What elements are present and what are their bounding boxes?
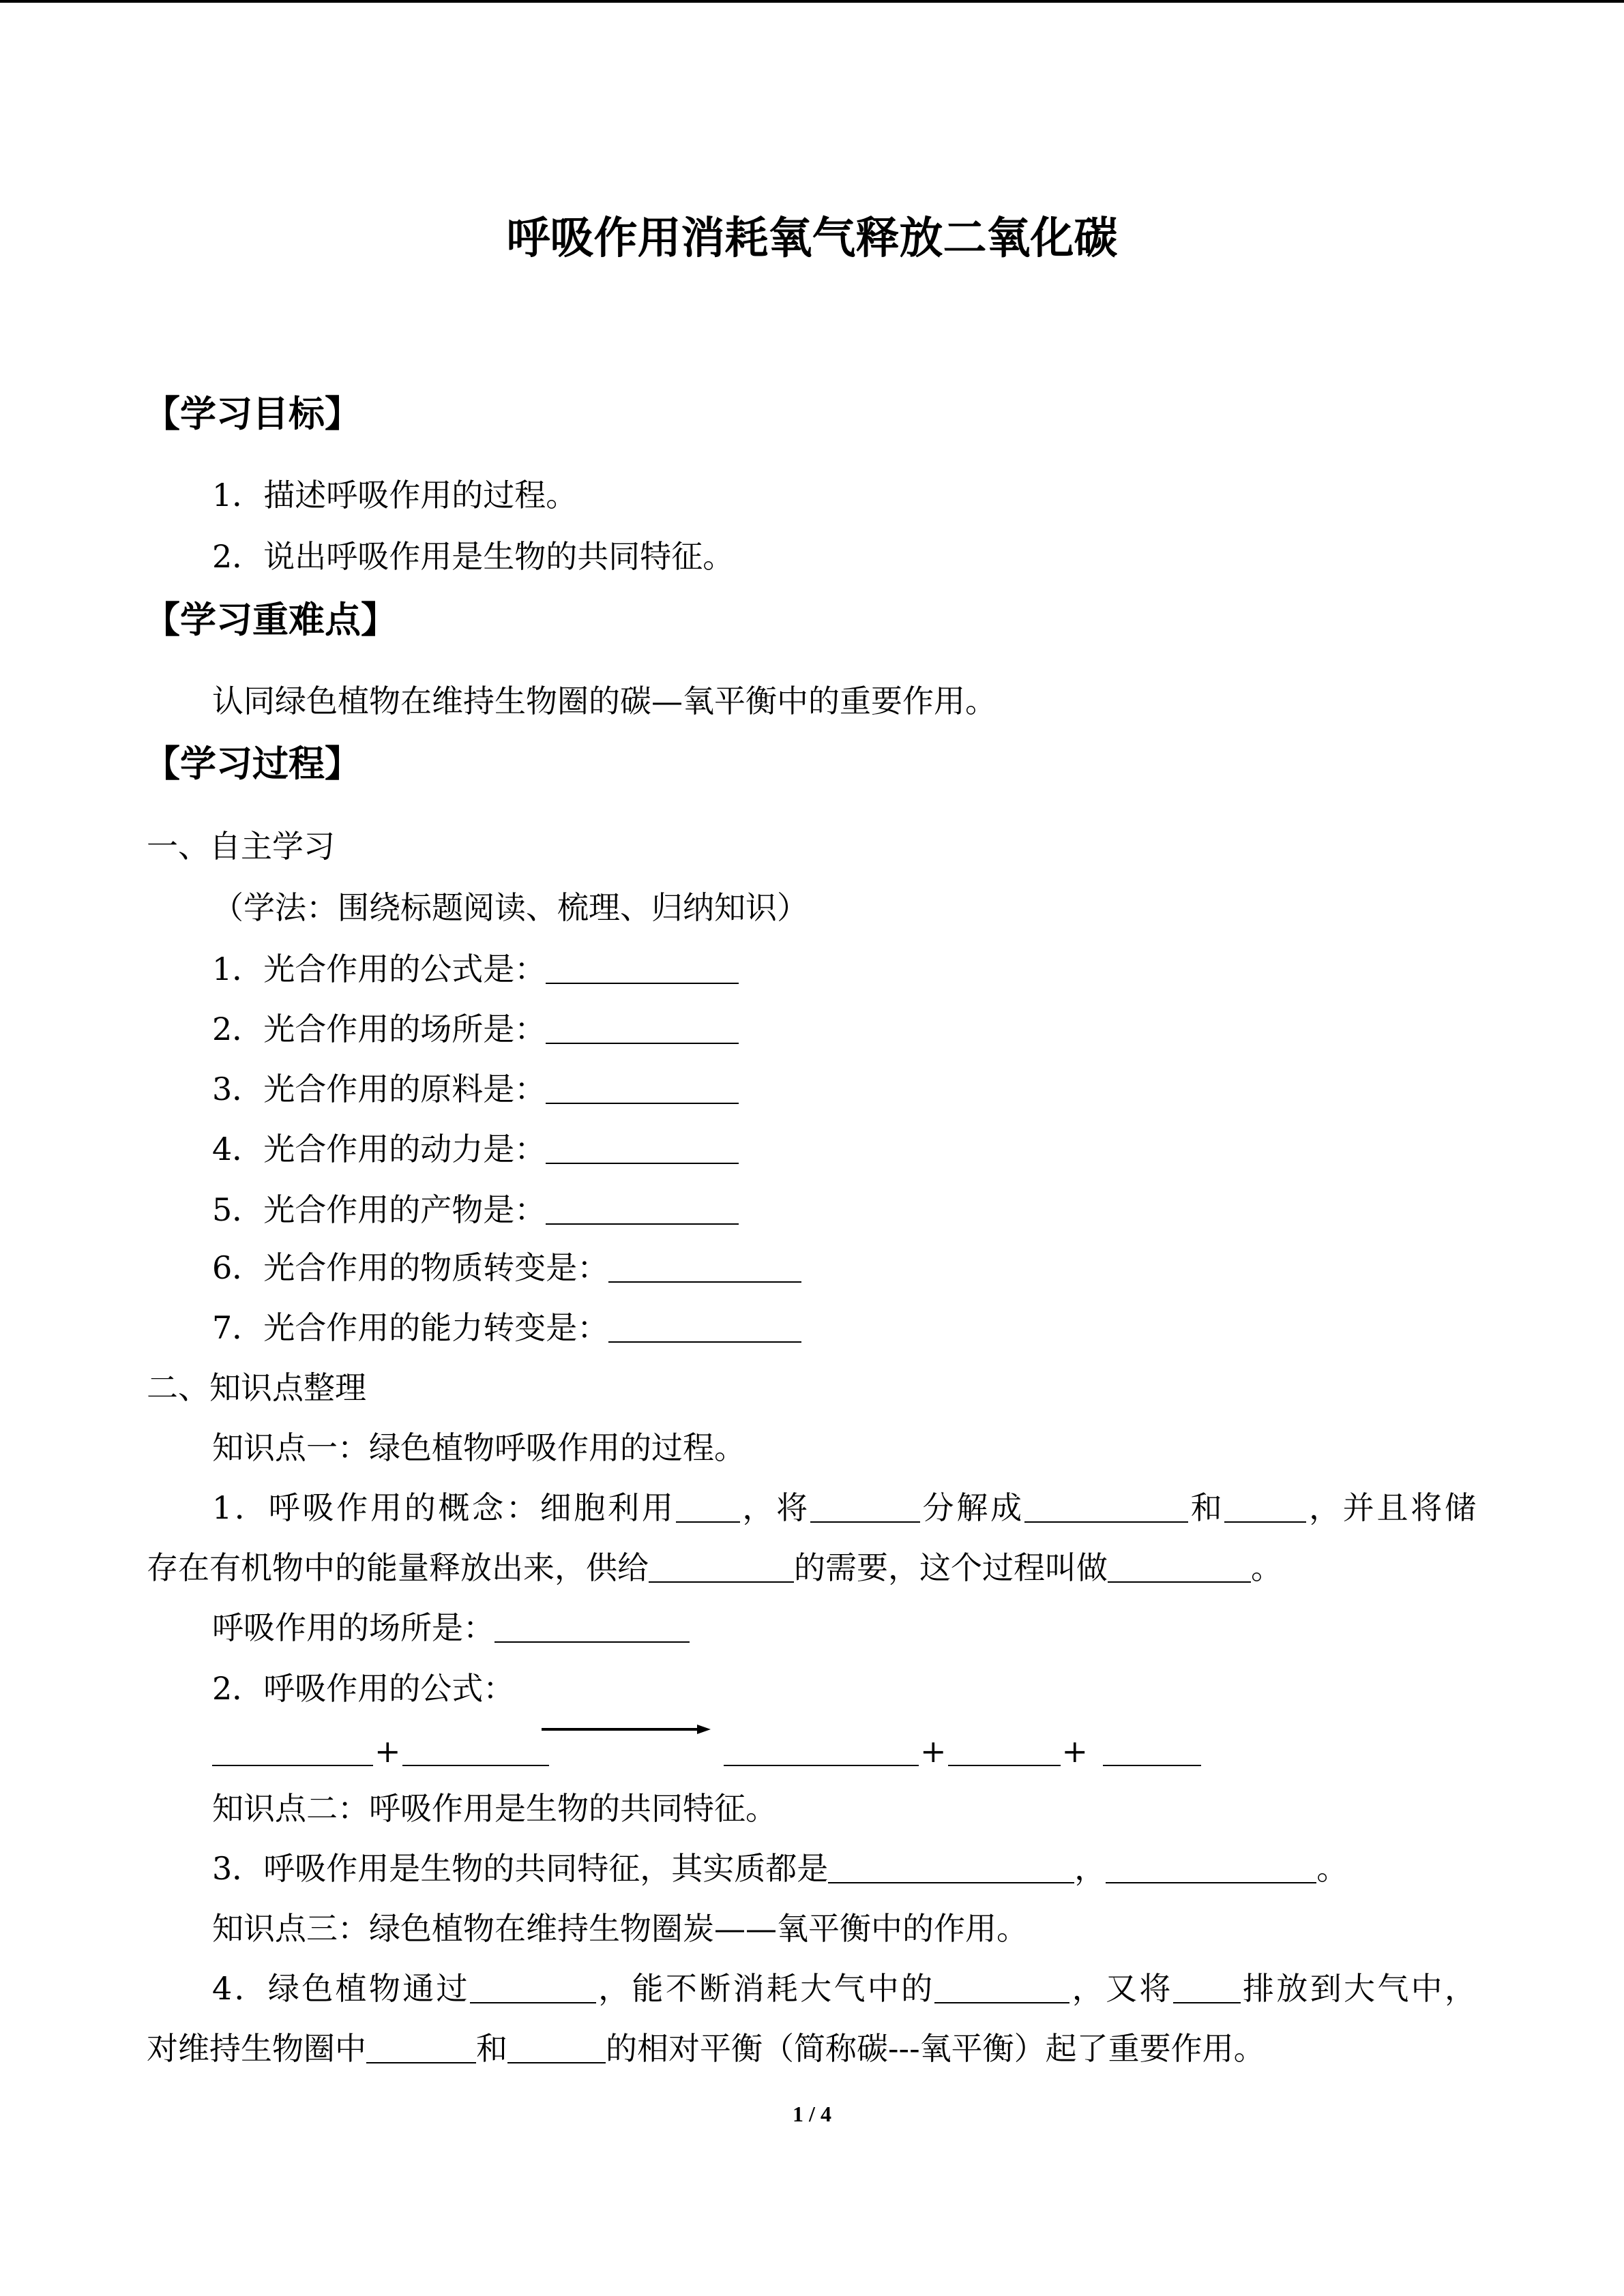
question-text: 3．呼吸作用是生物的共同特征，其实质都是	[212, 1850, 829, 1887]
question-text: 1．光合作用的公式是：	[212, 951, 546, 987]
answer-blank	[1024, 1521, 1188, 1523]
goal-item: 2．说出呼吸作用是生物的共同特征。	[212, 538, 735, 575]
question-text: 。	[1251, 1549, 1282, 1586]
question-text: 5．光合作用的产物是：	[212, 1191, 546, 1228]
answer-blank	[810, 1521, 920, 1523]
self-study-question	[212, 1298, 801, 1358]
plus-sign: +	[1061, 1733, 1089, 1770]
subsection-heading-self-study: 一、自主学习	[147, 828, 335, 865]
answer-blank	[546, 1163, 739, 1164]
plus-sign: +	[920, 1733, 947, 1770]
answer-blank	[1224, 1521, 1306, 1523]
question-text: ，并且将储	[1306, 1489, 1477, 1526]
question-text: 的需要，这个过程叫做	[794, 1549, 1108, 1586]
question-text: ，能不断消耗大气中的	[595, 1970, 935, 2007]
question-text: 。	[1316, 1850, 1348, 1887]
question-text: ，	[1074, 1850, 1106, 1887]
answer-blank	[470, 2002, 596, 2003]
question-text: 对维持生物圈中	[147, 2030, 366, 2067]
answer-blank	[676, 1521, 740, 1523]
question-text: 的相对平衡（简称碳---氧平衡）起了重要作用。	[606, 2030, 1265, 2067]
plus-sign: +	[374, 1733, 401, 1770]
answer-blank	[507, 2062, 606, 2063]
page-title: 呼吸作用消耗氧气释放二氧化碳	[506, 213, 1118, 264]
answer-blank	[366, 2062, 476, 2063]
section-heading-goals: 【学习目标】	[144, 393, 361, 435]
question-text: 6．光合作用的物质转变是：	[212, 1249, 609, 1286]
answer-blank	[1103, 1765, 1201, 1766]
question-text: 3．光合作用的原料是：	[212, 1071, 546, 1107]
answer-blank	[546, 983, 739, 984]
question-text: 7．光合作用的能力转变是：	[212, 1309, 609, 1346]
carbon-oxygen-question-line	[212, 1958, 1476, 2018]
carbon-oxygen-question-line	[147, 2018, 1265, 2078]
answer-blank	[1106, 1882, 1316, 1883]
section-heading-key-points: 【学习重难点】	[144, 599, 397, 641]
question-text: ，又将	[1069, 1970, 1173, 2007]
subsection-heading-knowledge: 二、知识点整理	[147, 1369, 366, 1406]
section-heading-process: 【学习过程】	[144, 743, 361, 785]
question-text: 和	[1187, 1489, 1225, 1526]
self-study-question	[212, 999, 739, 1059]
essence-question	[212, 1838, 1348, 1898]
self-study-question	[212, 1059, 739, 1119]
key-point-text: 认同绿色植物在维持生物圈的碳—氧平衡中的重要作用。	[212, 683, 996, 719]
answer-blank	[402, 1765, 549, 1766]
self-study-question	[212, 1238, 801, 1298]
question-text: 4．光合作用的动力是：	[212, 1131, 546, 1167]
concept-question-line	[212, 1478, 1476, 1538]
self-study-question	[212, 1119, 739, 1179]
reaction-arrow-icon	[542, 1723, 711, 1736]
answer-blank	[546, 1223, 739, 1225]
formula-reactants	[212, 1721, 549, 1781]
question-text: 和	[476, 2030, 507, 2067]
answer-blank	[934, 2002, 1069, 2003]
method-note: （学法：围绕标题阅读、梳理、归纳知识）	[212, 889, 808, 926]
place-question	[212, 1598, 690, 1658]
page-top-border	[0, 0, 1624, 3]
question-text: 分解成	[919, 1489, 1024, 1526]
question-text: ，将	[739, 1489, 810, 1526]
page-number: 1 / 4	[793, 2102, 831, 2126]
question-text: 存在有机物中的能量释放出来，供给	[147, 1549, 649, 1586]
answer-blank	[1173, 2002, 1241, 2003]
formula-products	[724, 1721, 1201, 1781]
answer-blank	[608, 1281, 801, 1283]
question-text: 2．光合作用的场所是：	[212, 1011, 546, 1047]
answer-blank	[724, 1765, 919, 1766]
formula-label: 2．呼吸作用的公式：	[212, 1670, 515, 1707]
knowledge-point-heading: 知识点一：绿色植物呼吸作用的过程。	[212, 1429, 745, 1466]
answer-blank	[546, 1103, 739, 1104]
question-text: 1．呼吸作用的概念：细胞利用	[212, 1489, 676, 1526]
knowledge-point-heading: 知识点二：呼吸作用是生物的共同特征。	[212, 1790, 777, 1827]
knowledge-point-heading: 知识点三：绿色植物在维持生物圈炭——氧平衡中的作用。	[212, 1910, 1028, 1947]
answer-blank	[608, 1341, 801, 1343]
question-text: 排放到大气中，	[1240, 1970, 1477, 2007]
self-study-question	[212, 939, 739, 999]
question-text: 呼吸作用的场所是：	[212, 1609, 494, 1646]
answer-blank	[546, 1043, 739, 1044]
answer-blank	[212, 1765, 373, 1766]
goal-item: 1．描述呼吸作用的过程。	[212, 477, 578, 513]
answer-blank	[948, 1765, 1061, 1766]
answer-blank	[828, 1882, 1074, 1883]
concept-question-line	[147, 1538, 1282, 1598]
self-study-question	[212, 1180, 739, 1240]
answer-blank	[494, 1641, 690, 1643]
answer-blank	[649, 1581, 794, 1583]
question-text: 4．绿色植物通过	[212, 1970, 470, 2007]
answer-blank	[1108, 1581, 1251, 1583]
